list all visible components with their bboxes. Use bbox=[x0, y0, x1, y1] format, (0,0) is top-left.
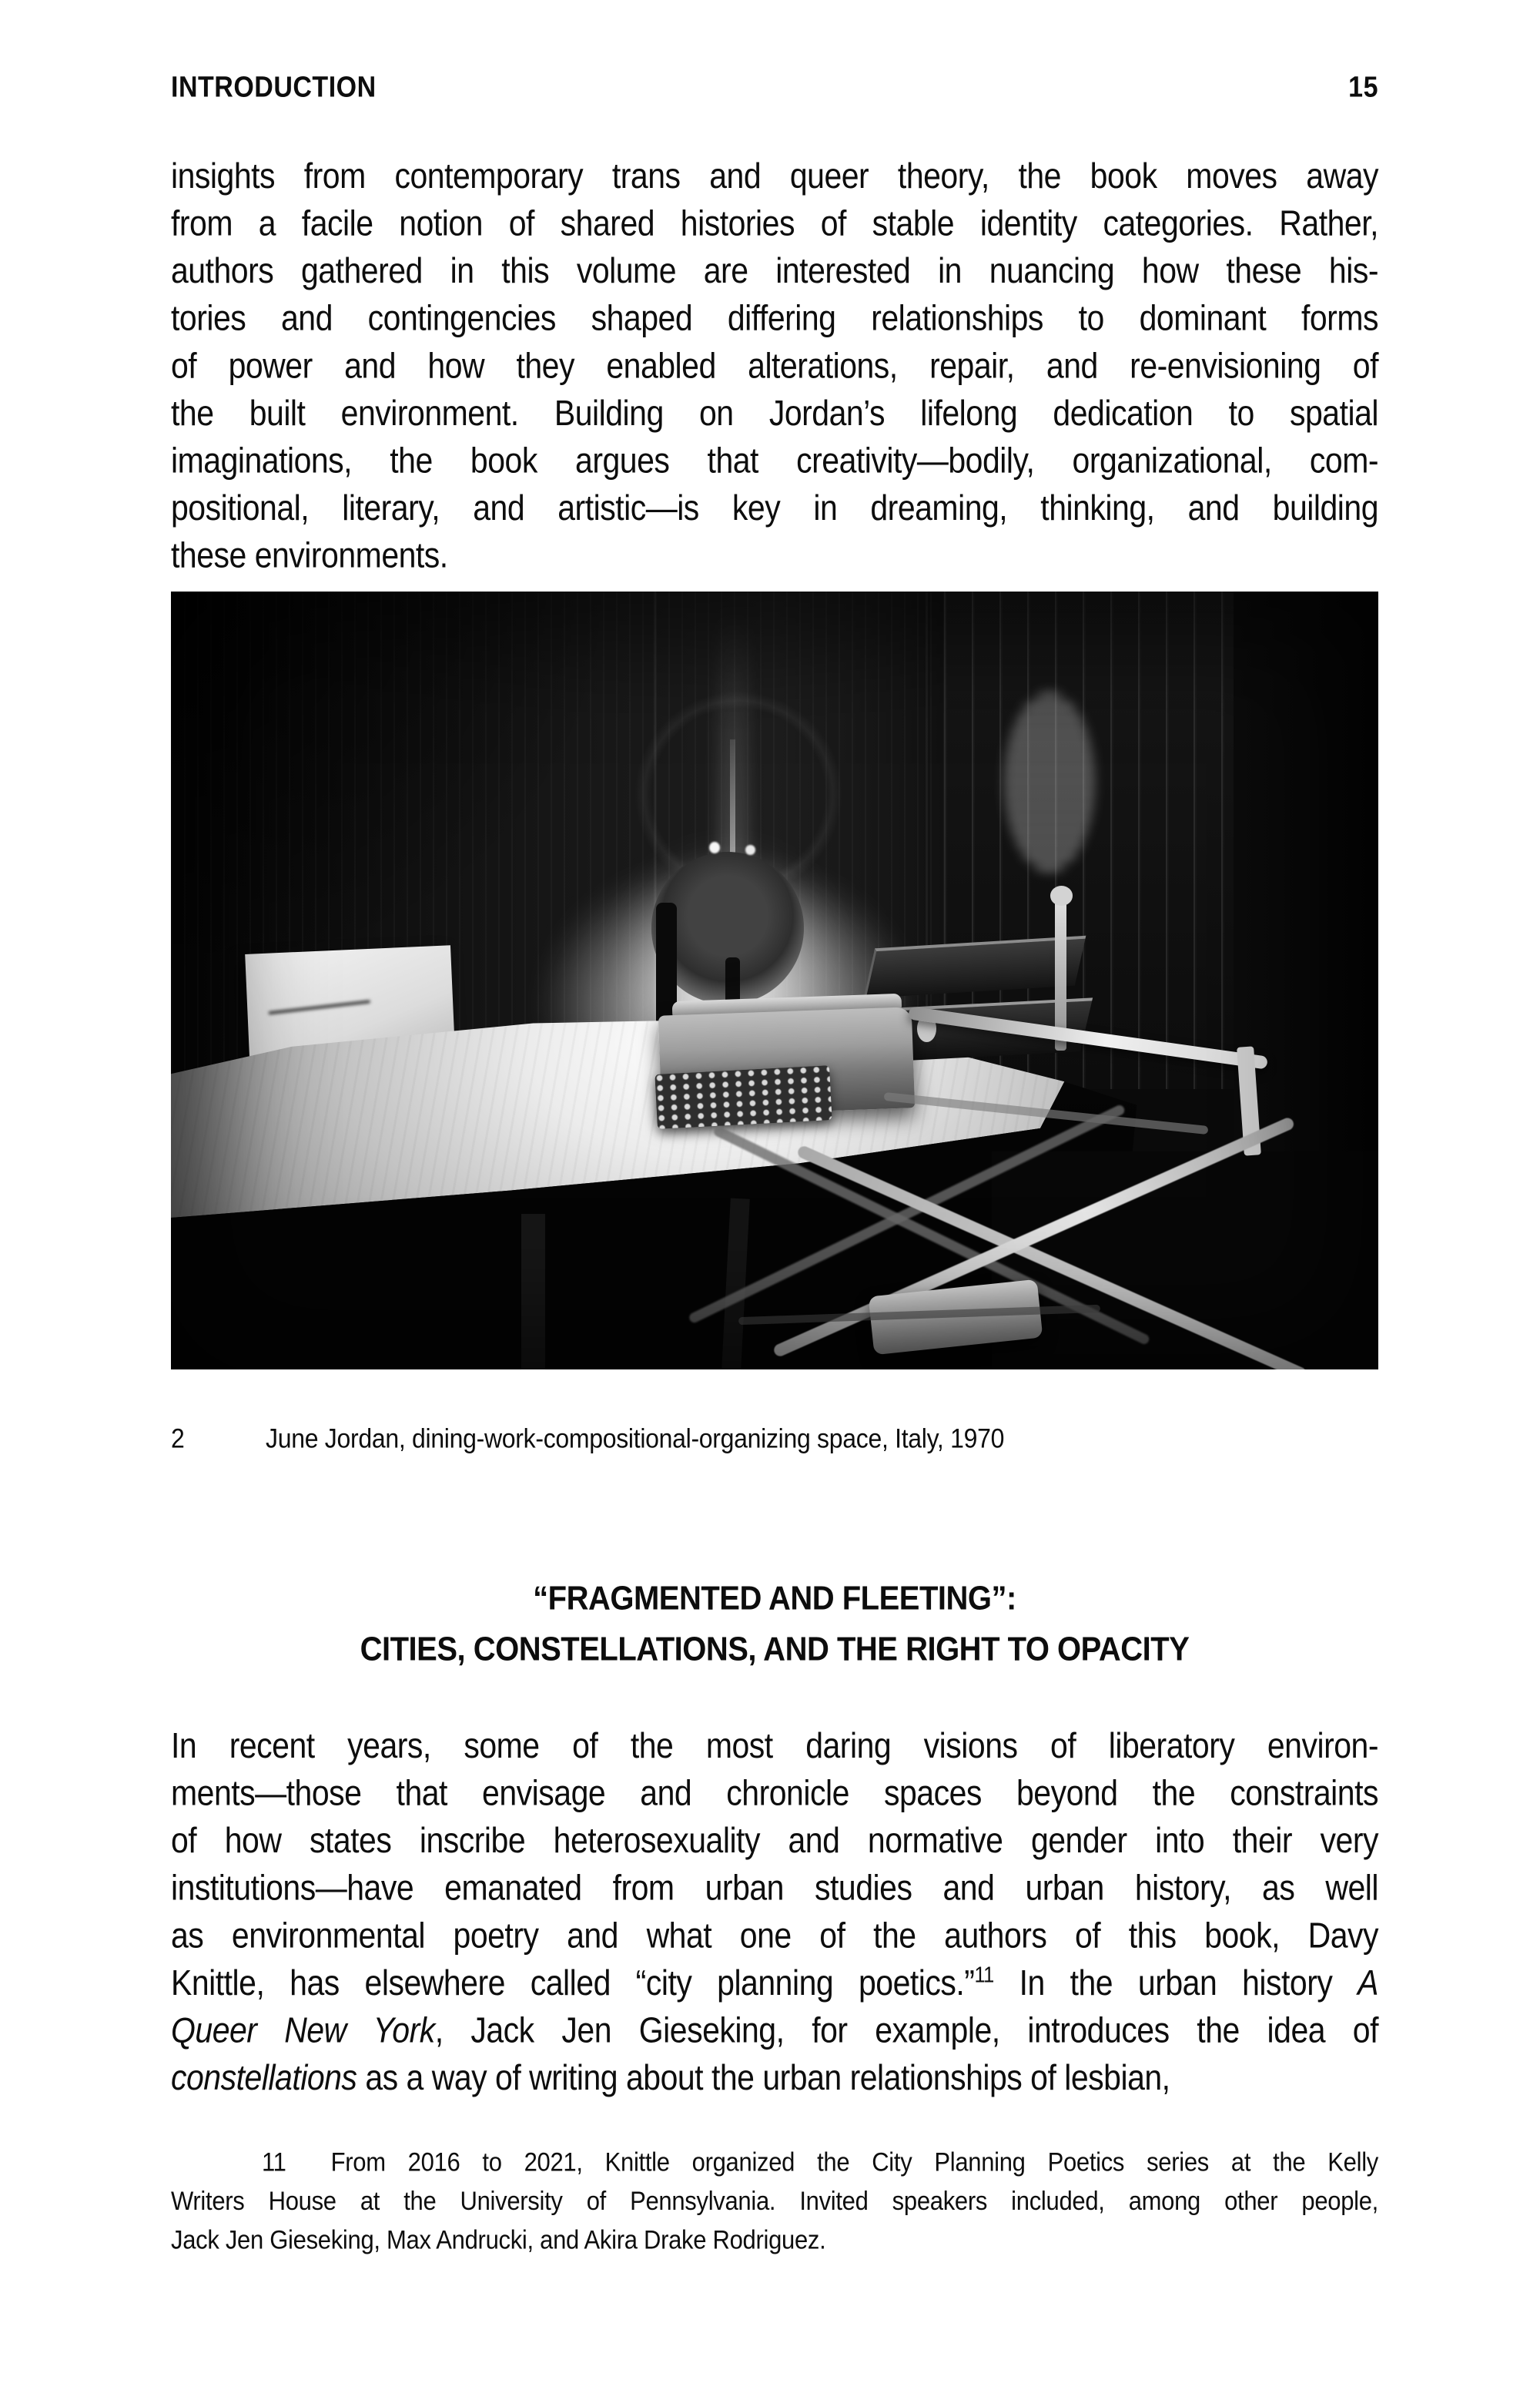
text-line: Writers House at the University of Pennsylvania. Invited speakers included, among other people, bbox=[171, 2186, 1378, 2216]
text-line: 2 June Jordan, dining-work-compositional-organizing space, Italy, 1970 bbox=[171, 1423, 1005, 1454]
text-line: tories and contingencies shaped differing relationships to dominant forms bbox=[171, 298, 1378, 338]
section-heading bbox=[171, 1573, 1378, 1674]
running-title: INTRODUCTION bbox=[171, 71, 377, 104]
body-paragraph-1 bbox=[171, 153, 1378, 579]
text-line: In recent years, some of the most daring visions of liberatory environ- bbox=[171, 1725, 1378, 1765]
text-line: Queer New York, Jack Jen Gieseking, for example, introduces the idea of bbox=[171, 2010, 1378, 2050]
figure-photo bbox=[171, 592, 1378, 1369]
section-heading-line2: CITIES, CONSTELLATIONS, AND THE RIGHT TO OPACITY bbox=[360, 1630, 1190, 1668]
text-line: of how states inscribe heterosexuality and normative gender into their very bbox=[171, 1820, 1378, 1861]
running-header bbox=[171, 71, 1378, 105]
section-heading-line1: “FRAGMENTED AND FLEETING”: bbox=[533, 1579, 1016, 1617]
text-line: positional, literary, and artistic—is key in dreaming, thinking, and building bbox=[171, 488, 1378, 528]
text-line: these environments. bbox=[171, 535, 448, 575]
text-line: insights from contemporary trans and queer theory, the book moves away bbox=[171, 156, 1378, 196]
text-line: ments—those that envisage and chronicle spaces beyond the constraints bbox=[171, 1773, 1378, 1813]
text-line: of power and how they enabled alterations, repair, and re-envisioning of bbox=[171, 345, 1378, 386]
body-paragraph-2 bbox=[171, 1722, 1378, 2102]
text-line: constellations as a way of writing about the urban relationships of lesbian, bbox=[171, 2057, 1170, 2098]
text-line: the built environment. Building on Jordan’s lifelong dedication to spatial bbox=[171, 393, 1378, 433]
page-number: 15 bbox=[1348, 71, 1378, 104]
text-line: imaginations, the book argues that creativity—bodily, organizational, com- bbox=[171, 441, 1378, 481]
footnote-11 bbox=[171, 2143, 1378, 2260]
text-line: from a facile notion of shared histories of stable identity categories. Rather, bbox=[171, 203, 1378, 243]
text-line: authors gathered in this volume are interested in nuancing how these his- bbox=[171, 250, 1378, 291]
text-line: 11 From 2016 to 2021, Knittle organized the City Planning Poetics series at the Kelly bbox=[262, 2147, 1378, 2177]
text-line: as environmental poetry and what one of the authors of this book, Davy bbox=[171, 1915, 1378, 1956]
figure-caption bbox=[171, 1419, 1378, 1458]
text-line: institutions—have emanated from urban studies and urban history, as well bbox=[171, 1868, 1378, 1908]
text-line: Knittle, has elsewhere called “city planning poetics.”$^{11}$ In the urban history A bbox=[171, 1963, 1379, 2003]
text-line: Jack Jen Gieseking, Max Andrucki, and Akira Drake Rodriguez. bbox=[171, 2224, 826, 2255]
photo-vignette bbox=[171, 592, 1378, 1369]
